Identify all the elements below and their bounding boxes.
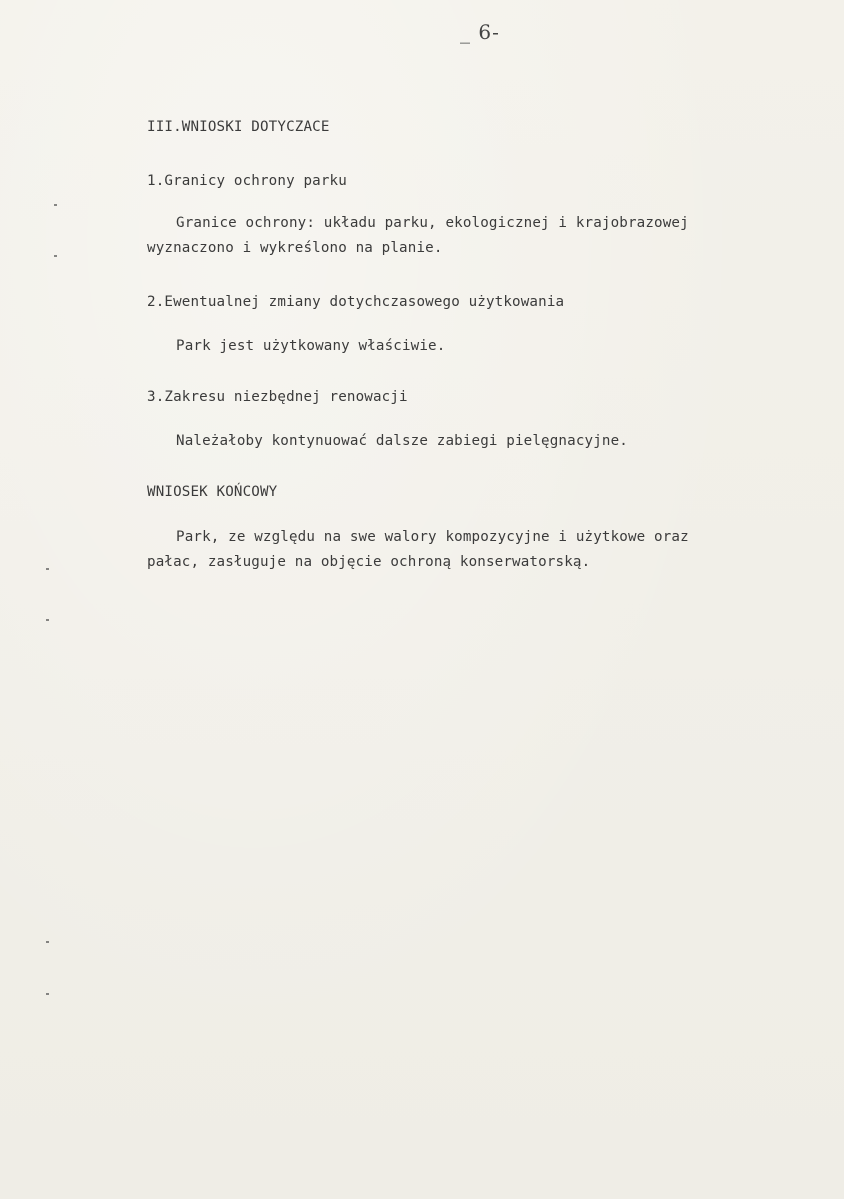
- section-2-text-line-1: Park jest użytkowany właściwie.: [176, 338, 446, 354]
- conclusion-text-line-1: Park, ze względu na swe walory kompozycyjne i użytkowe oraz: [176, 529, 689, 545]
- conclusion-title: WNIOSEK KOŃCOWY: [147, 484, 278, 500]
- margin-mark: [46, 568, 49, 570]
- margin-mark: [54, 204, 57, 206]
- margin-mark: [46, 993, 49, 995]
- section-3-title: 3.Zakresu niezbędnej renowacji: [147, 389, 408, 405]
- margin-mark: [46, 619, 49, 621]
- section-2-title: 2.Ewentualnej zmiany dotychczasowego użytkowania: [147, 294, 565, 310]
- section-1-text-line-2: wyznaczono i wykreślono na planie.: [147, 240, 443, 256]
- margin-mark: [46, 941, 49, 943]
- section-heading: III.WNIOSKI DOTYCZACE: [147, 119, 330, 135]
- section-3-text-line-1: Należałoby kontynuować dalsze zabiegi pielęgnacyjne.: [176, 433, 628, 449]
- page-number: _ 6-: [460, 20, 500, 44]
- section-1-title: 1.Granicy ochrony parku: [147, 173, 347, 189]
- conclusion-text-line-2: pałac, zasługuje na objęcie ochroną konserwatorską.: [147, 554, 591, 570]
- margin-mark: [54, 255, 57, 257]
- section-1-text-line-1: Granice ochrony: układu parku, ekologicznej i krajobrazowej: [176, 215, 689, 231]
